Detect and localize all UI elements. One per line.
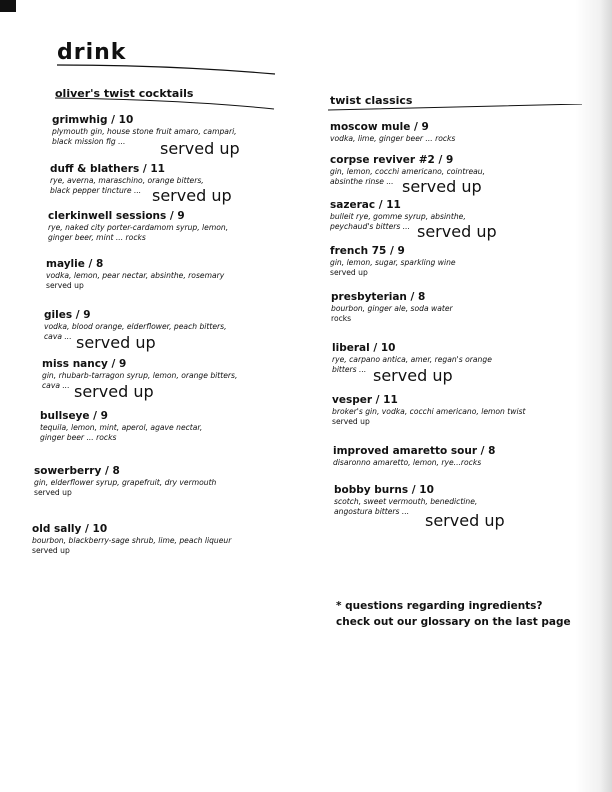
menu-item-moscow-mule	[330, 121, 455, 144]
section-underline-right	[328, 104, 583, 112]
item-serve: served up	[332, 417, 370, 426]
section-heading-twist-cocktails: oliver's twist cocktails	[55, 87, 194, 100]
item-description: vodka, lime, ginger beer ... rocks	[330, 134, 456, 143]
menu-item-presbyterian	[331, 291, 453, 324]
item-name: giles / 9	[44, 309, 91, 321]
item-description: rye, naked city porter-cardamom syrup, lemon, ginger beer, mint ... rocks	[48, 223, 229, 242]
item-serve: served up	[152, 186, 232, 205]
item-name: corpse reviver #2 / 9	[330, 154, 454, 166]
menu-item-sowerberry	[34, 465, 216, 498]
item-serve: served up	[417, 222, 497, 241]
item-name: old sally / 10	[32, 523, 108, 535]
menu-item-french-75	[330, 245, 456, 278]
item-serve: served up	[32, 546, 70, 555]
item-name: maylie / 8	[46, 258, 104, 270]
scan-corner-mark	[0, 0, 16, 12]
item-description: broker's gin, vodka, cocchi americano, lemon twist	[332, 407, 526, 416]
item-description: bourbon, blackberry-sage shrub, lime, peach liqueur	[32, 536, 232, 545]
item-name: improved amaretto sour / 8	[333, 445, 496, 457]
item-serve: served up	[74, 382, 154, 401]
item-description: gin, rhubarb-tarragon syrup, lemon, orange bitters, cava ...	[42, 371, 238, 390]
item-description: rye, carpano antica, amer, regan's orange bitters ...	[332, 355, 492, 374]
item-name: sazerac / 11	[330, 199, 401, 211]
item-name: vesper / 11	[332, 394, 398, 406]
menu-item-vesper	[332, 394, 526, 427]
item-name: moscow mule / 9	[330, 121, 429, 133]
menu-item-bullseye	[40, 410, 202, 443]
section-heading-twist-classics: twist classics	[330, 94, 413, 107]
item-name: french 75 / 9	[330, 245, 405, 257]
menu-item-improved-amaretto-sour	[333, 445, 495, 468]
item-name: duff & blathers / 11	[50, 163, 165, 175]
item-name: grimwhig / 10	[52, 114, 134, 126]
item-serve: served up	[46, 281, 84, 290]
item-serve: rocks	[331, 314, 352, 323]
item-name: bobby burns / 10	[334, 484, 434, 496]
menu-title: drink	[57, 40, 127, 65]
item-name: clerkinwell sessions / 9	[48, 210, 185, 222]
item-serve: served up	[402, 177, 482, 196]
item-description: vodka, lemon, pear nectar, absinthe, rosemary	[46, 271, 225, 280]
glossary-footnote: * questions regarding ingredients? check out our glossary on the last page	[336, 600, 571, 628]
item-description: bourbon, ginger ale, soda water	[331, 304, 453, 313]
item-name: presbyterian / 8	[331, 291, 426, 303]
item-description: gin, lemon, cocchi americano, cointreau, absinthe rinse ...	[330, 167, 486, 186]
item-serve: served up	[76, 333, 156, 352]
item-description: bulleit rye, gomme syrup, absinthe, peychaud's bitters ...	[330, 212, 466, 231]
menu-item-maylie	[46, 258, 224, 291]
item-description: vodka, blood orange, elderflower, peach bitters, cava ...	[44, 322, 227, 341]
item-description: rye, averna, maraschino, orange bitters, black pepper tincture ...	[50, 176, 204, 195]
item-name: bullseye / 9	[40, 410, 108, 422]
item-description: tequila, lemon, mint, aperol, agave nectar, ginger beer ... rocks	[40, 423, 203, 442]
item-name: liberal / 10	[332, 342, 396, 354]
item-description: gin, lemon, sugar, sparkling wine	[330, 258, 456, 267]
item-description: plymouth gin, house stone fruit amaro, campari, black mission fig ...	[52, 127, 237, 146]
item-serve: served up	[34, 488, 72, 497]
item-serve: served up	[373, 366, 453, 385]
item-serve: served up	[425, 511, 505, 530]
item-name: sowerberry / 8	[34, 465, 120, 477]
menu-item-clerkinwell-sessions	[48, 210, 228, 243]
item-serve: served up	[160, 139, 240, 158]
title-underline	[55, 62, 277, 76]
menu-item-old-sally	[32, 523, 231, 556]
item-name: miss nancy / 9	[42, 358, 127, 370]
item-description: scotch, sweet vermouth, benedictine, angostura bitters ...	[334, 497, 478, 516]
item-description: disaronno amaretto, lemon, rye...rocks	[333, 458, 482, 467]
item-serve: served up	[330, 268, 368, 277]
section-underline-left	[55, 97, 275, 111]
item-description: gin, elderflower syrup, grapefruit, dry vermouth	[34, 478, 217, 487]
